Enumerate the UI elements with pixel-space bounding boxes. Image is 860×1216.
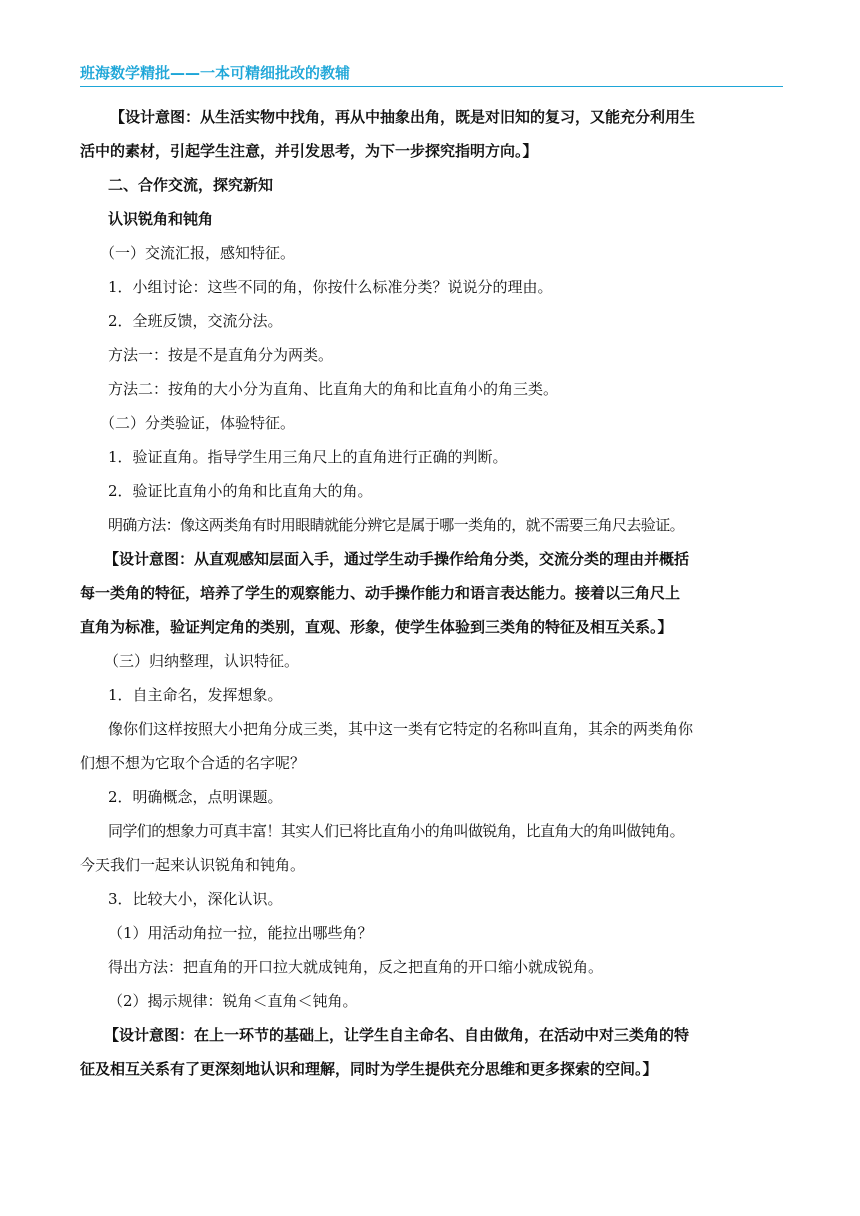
paragraph: 【设计意图：在上一环节的基础上，让学生自主命名、自由做角，在活动中对三类角的特 <box>104 1026 690 1044</box>
paragraph: 3．比较大小，深化认识。 <box>108 890 283 908</box>
paragraph: （1）用活动角拉一拉，能拉出哪些角？ <box>108 924 373 942</box>
page-header: 班海数学精批——一本可精细批改的教辅 <box>80 64 351 82</box>
document-body <box>80 100 783 1086</box>
paragraph: 直角为标准，验证判定角的类别，直观、形象，使学生体验到三类角的特征及相互关系。】 <box>80 618 673 636</box>
paragraph: （二）分类验证，体验特征。 <box>100 414 296 432</box>
paragraph: 同学们的想象力可真丰富！其实人们已将比直角小的角叫做锐角，比直角大的角叫做钝角。 <box>108 822 685 840</box>
section-heading: 二、合作交流，探究新知 <box>108 176 274 194</box>
paragraph: 得出方法：把直角的开口拉大就成钝角，反之把直角的开口缩小就成锐角。 <box>108 958 604 976</box>
paragraph: 1．自主命名，发挥想象。 <box>108 686 283 704</box>
paragraph: 2．验证比直角小的角和比直角大的角。 <box>108 482 373 500</box>
paragraph: 征及相互关系有了更深刻地认识和理解，同时为学生提供充分思维和更多探索的空间。】 <box>80 1060 658 1078</box>
paragraph: 方法一：按是不是直角分为两类。 <box>108 346 334 364</box>
paragraph: 每一类角的特征，培养了学生的观察能力、动手操作能力和语言表达能力。接着以三角尺上 <box>80 584 681 602</box>
header-rule <box>80 86 783 87</box>
paragraph: 【设计意图：从直观感知层面入手，通过学生动手操作给角分类，交流分类的理由并概括 <box>104 550 690 568</box>
paragraph: 【设计意图：从生活实物中找角，再从中抽象出角，既是对旧知的复习，又能充分利用生 <box>110 108 696 126</box>
paragraph: 1．验证直角。指导学生用三角尺上的直角进行正确的判断。 <box>108 448 508 466</box>
paragraph: 像你们这样按照大小把角分成三类，其中这一类有它特定的名称叫直角，其余的两类角你 <box>108 720 694 738</box>
paragraph: 方法二：按角的大小分为直角、比直角大的角和比直角小的角三类。 <box>108 380 559 398</box>
paragraph: （三）归纳整理，认识特征。 <box>104 652 300 670</box>
paragraph: 活中的素材，引起学生注意，并引发思考，为下一步探究指明方向。】 <box>80 142 538 160</box>
paragraph: 1．小组讨论：这些不同的角，你按什么标准分类？说说分的理由。 <box>108 278 553 296</box>
paragraph: （2）揭示规律：锐角＜直角＜钝角。 <box>108 992 358 1010</box>
subsection-heading: 认识锐角和钝角 <box>108 210 214 228</box>
paragraph: 2．全班反馈，交流分法。 <box>108 312 283 330</box>
paragraph: 今天我们一起来认识锐角和钝角。 <box>80 856 306 874</box>
paragraph: 2．明确概念，点明课题。 <box>108 788 283 806</box>
paragraph: （一）交流汇报，感知特征。 <box>100 244 296 262</box>
paragraph: 明确方法：像这两类角有时用眼睛就能分辨它是属于哪一类角的，就不需要三角尺去验证。 <box>108 516 685 534</box>
paragraph: 们想不想为它取个合适的名字呢？ <box>80 754 306 772</box>
